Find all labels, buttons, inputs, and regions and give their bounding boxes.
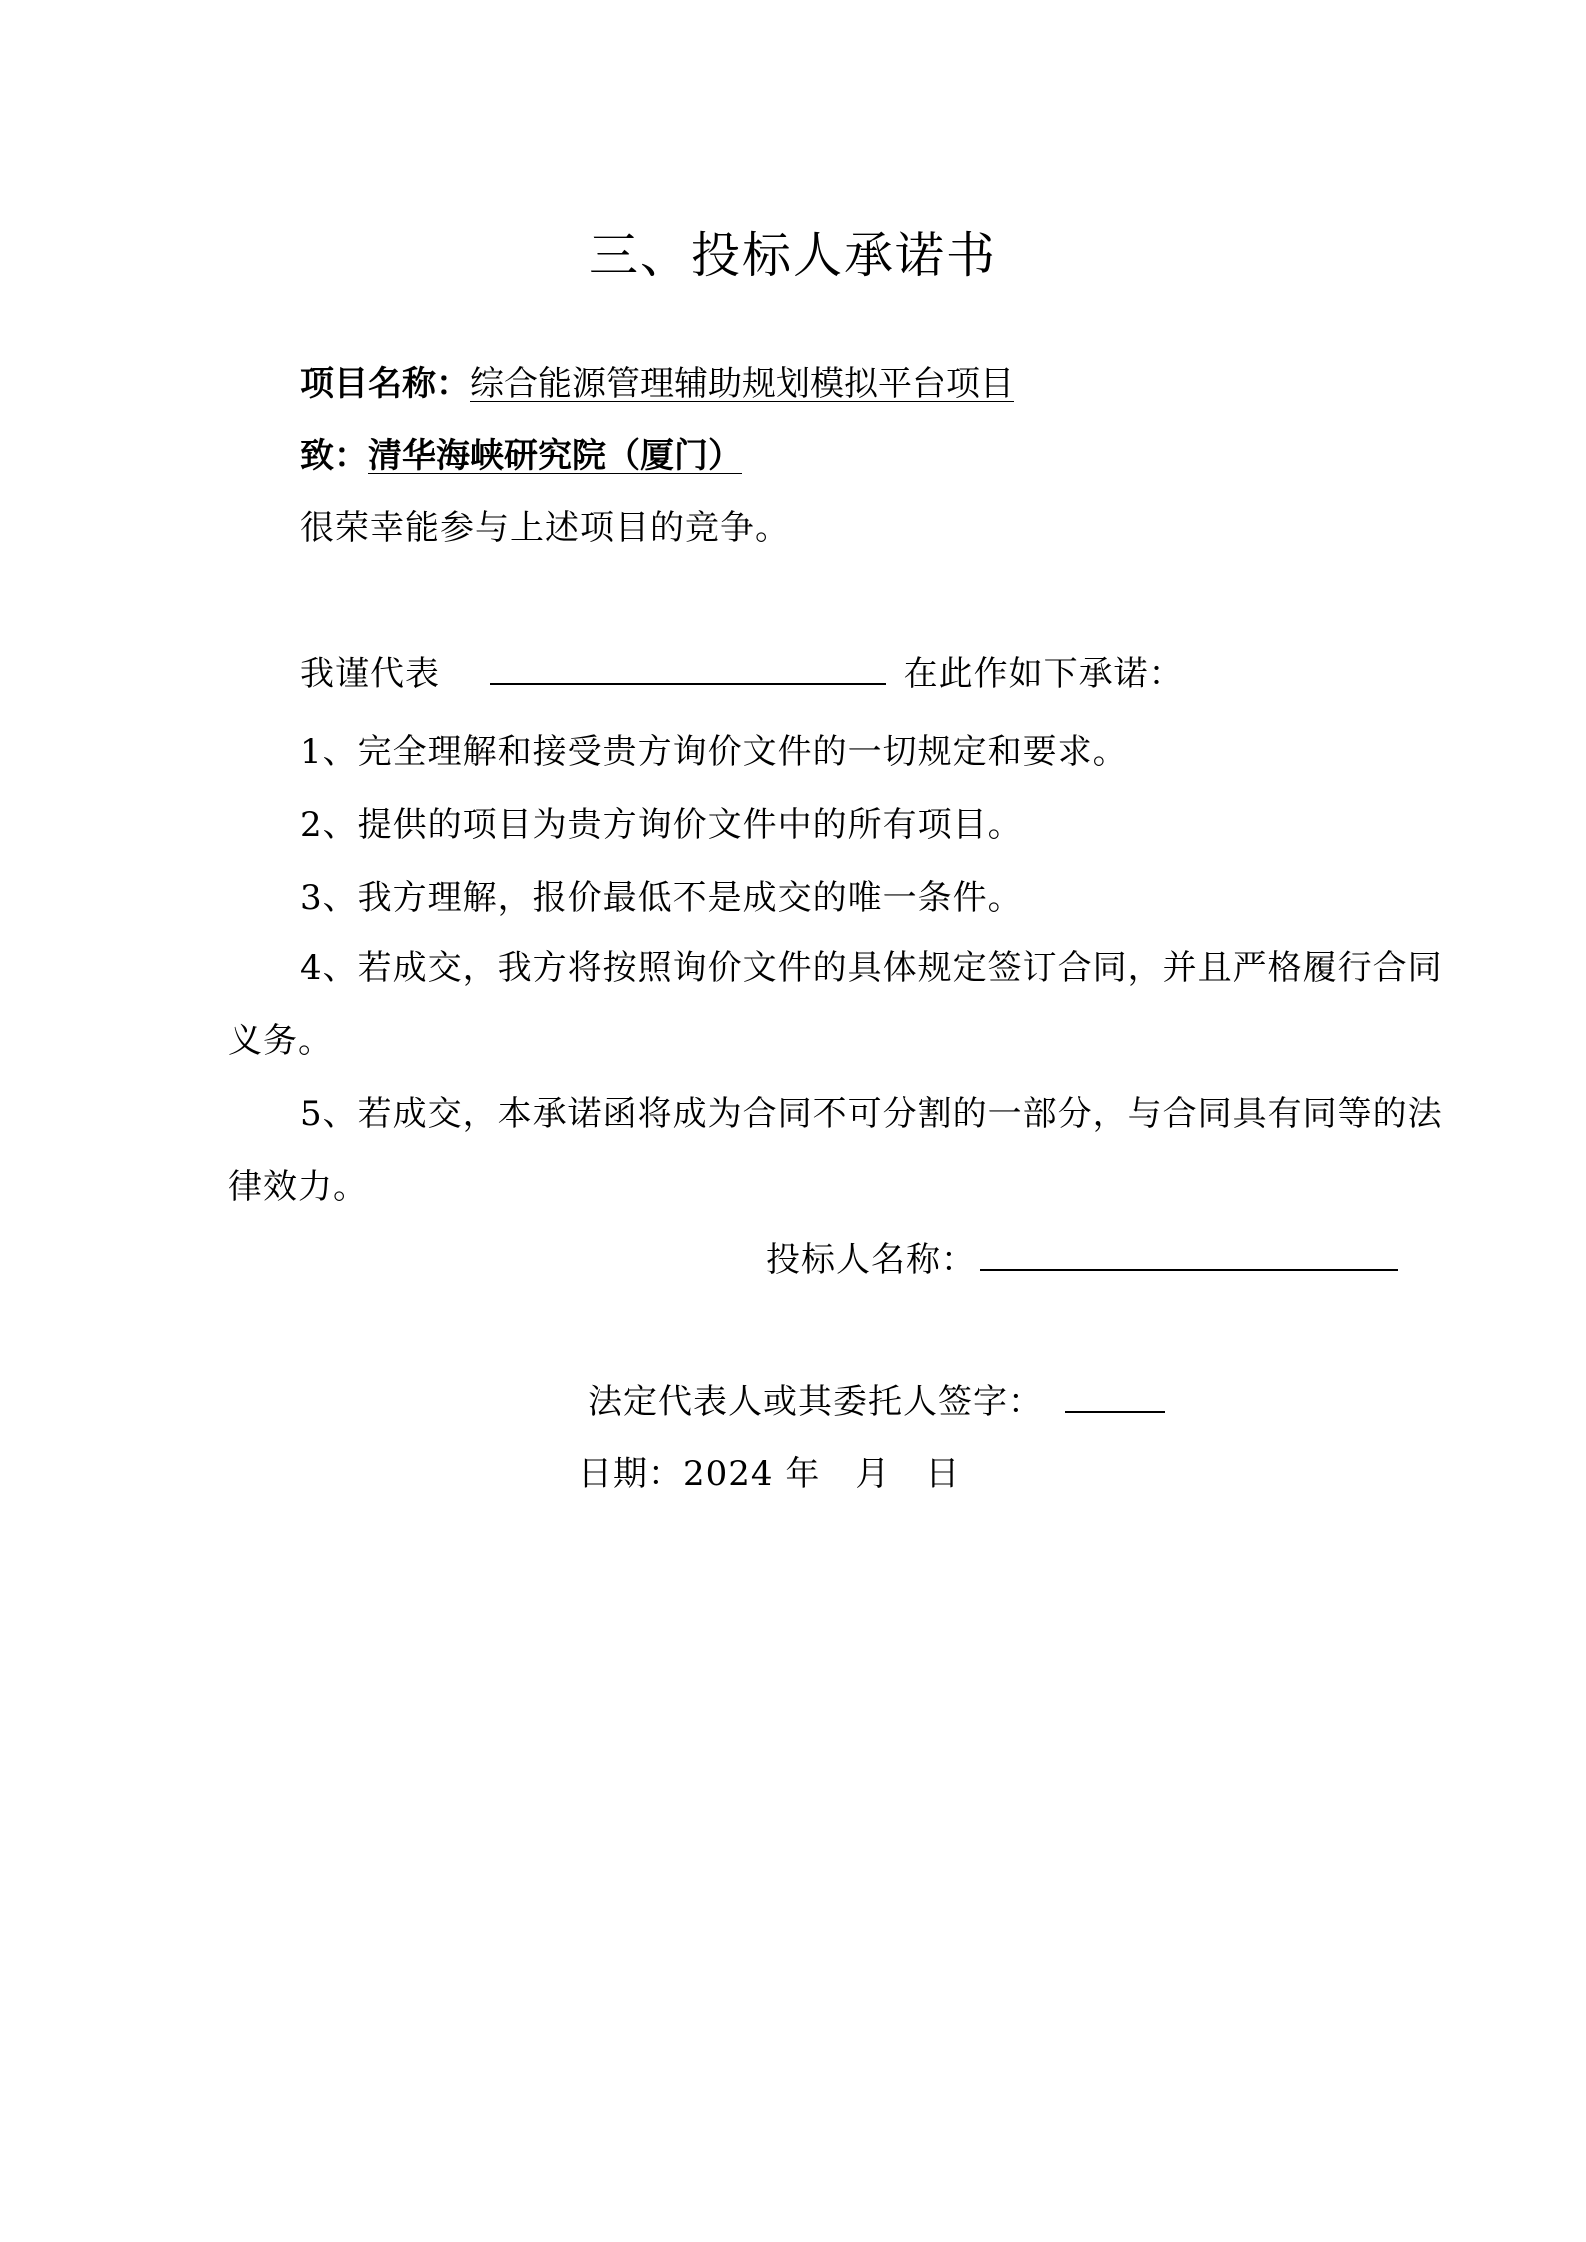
represent-line [300,652,1184,696]
page-title: 三、投标人承诺书 [588,227,997,284]
project-name: 综合能源管理辅助规划模拟平台项目 [470,364,1014,404]
commitment-item-3: 3、我方理解，报价最低不是成交的唯一条件。 [300,878,1023,918]
to-label: 致： [300,436,368,476]
signature-blank [1065,1381,1165,1413]
commitment-item-1: 1、完全理解和接受贵方询价文件的一切规定和要求。 [300,732,1128,772]
addressee-line [300,434,742,478]
commitment-item-5: 5、若成交，本承诺函将成为合同不可分割的一部分，与合同具有同等的法律效力。 [228,1094,1443,1207]
signature-label: 法定代表人或其委托人签字： [588,1382,1043,1422]
commitment-item-2: 2、提供的项目为贵方询价文件中的所有项目。 [300,805,1023,845]
project-line [300,362,1014,406]
bidder-blank [980,1239,1398,1271]
signature-line [588,1380,1165,1424]
bidder-label: 投标人名称： [766,1240,976,1280]
date-line: 日期：2024 年 月 日 [578,1454,961,1494]
represent-prefix: 我谨代表 [300,654,440,694]
intro-text: 很荣幸能参与上述项目的竞争。 [300,508,790,548]
project-label: 项目名称： [300,364,470,404]
bidder-line [766,1238,1398,1282]
commitment-item-4: 4、若成交，我方将按照询价文件的具体规定签订合同，并且严格履行合同义务。 [228,948,1443,1061]
represent-blank [490,653,886,685]
represent-suffix: 在此作如下承诺： [903,654,1184,694]
to-name: 清华海峡研究院（厦门） [368,436,742,476]
